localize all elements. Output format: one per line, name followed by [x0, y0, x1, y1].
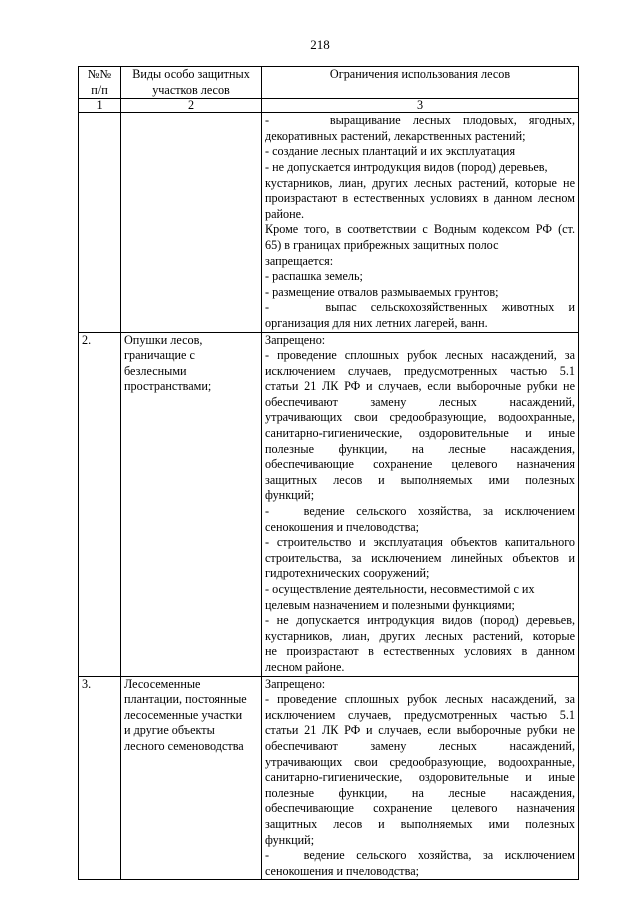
restriction-line: - размещение отвалов размываемых грунтов; [265, 284, 499, 299]
restriction-line: утрачивающих свои средообразующие, водоохранные, [265, 754, 575, 769]
table-row [79, 676, 579, 880]
area-type [121, 113, 262, 332]
restriction-line: Запрещено: [265, 332, 326, 347]
column-numbers-row [79, 99, 579, 113]
restriction-line: не произрастают в естественных условиях в данном [265, 644, 575, 659]
page-number: 218 [310, 37, 330, 52]
restriction-line: сенокошения и пчеловодства; [265, 519, 420, 534]
row-number: 2. [79, 332, 121, 676]
restriction-line: 65) в границах прибрежных защитных полос [265, 237, 499, 252]
restriction-line: декоративных растений, лекарственных растений; [265, 128, 526, 143]
restriction-line: - строительство и эксплуатация объектов капитального [265, 535, 575, 550]
restriction-line: санитарно-гигиенические, оздоровительные и иные [265, 426, 575, 441]
restriction-line: защитных лесов и выполняемых ими полезных [265, 472, 575, 487]
restriction-line: строительства, за исключением линейных объектов и [265, 550, 575, 565]
area-type-line: лесного семеноводства [124, 738, 244, 753]
restriction-line: санитарно-гигиенические, оздоровительные и иные [265, 770, 575, 785]
header-area-type: Виды особо защитных участков лесов [121, 67, 262, 99]
restriction-line: статьи 21 ЛК РФ и случаев, если выборочные рубки не [265, 379, 575, 394]
area-type [121, 676, 262, 880]
area-type-line: безлесными [124, 363, 187, 378]
restriction-line: произрастают в естественных условиях в данном лесном [265, 191, 575, 206]
restriction-line: обеспечивают замену лесных насаждений, [265, 394, 575, 409]
restriction-line: лесном районе. [265, 659, 345, 674]
restrictions-cell [262, 676, 579, 880]
area-type-line: плантации, постоянные [124, 692, 247, 707]
restriction-line: - распашка земель; [265, 269, 363, 284]
restriction-line: - выпас сельскохозяйственных животных и [265, 300, 575, 315]
restriction-line: кустарников, лиан, других лесных растений, которые не [265, 175, 575, 190]
restriction-line: - ведение сельского хозяйства, за исключением [265, 504, 575, 519]
restriction-line: утрачивающих свои средообразующие, водоохранные, [265, 410, 575, 425]
area-type-line: и другие объекты [124, 723, 215, 738]
restrictions-cell [262, 113, 579, 332]
header-number: №№ п/п [79, 67, 121, 99]
restriction-line: исключением случаев, предусмотренных частью 5.1 [265, 363, 575, 378]
restriction-line: функций; [265, 488, 315, 503]
area-type-line: лесосеменные участки [124, 707, 243, 722]
restriction-line: целевым назначением и полезными функциями; [265, 597, 515, 612]
restriction-line: функций; [265, 832, 315, 847]
table-row [79, 332, 579, 676]
restriction-line: - не допускается интродукция видов (пород) деревьев, [265, 613, 575, 628]
area-type-line: пространствами; [124, 379, 212, 394]
restriction-line: обеспечивают замену лесных насаждений, [265, 738, 575, 753]
restriction-line: запрещается: [265, 253, 334, 268]
restriction-line: - создание лесных плантаций и их эксплуатация [265, 144, 516, 159]
restriction-line: Запрещено: [265, 676, 326, 691]
column-number: 2 [121, 99, 262, 113]
restriction-line: - осуществление деятельности, несовместимой с их [265, 582, 535, 596]
restrictions-cell [262, 332, 579, 676]
restriction-line: - проведение сплошных рубок лесных насаждений, за [265, 348, 575, 363]
row-number: 3. [79, 676, 121, 880]
restrictions-table [78, 66, 579, 880]
table-row [79, 113, 579, 332]
restriction-line: полезные функции, на лесные насаждения, [265, 441, 575, 456]
restriction-line: обеспечивающие сохранение целевого назначения [265, 457, 575, 472]
restriction-line: исключением случаев, предусмотренных частью 5.1 [265, 707, 575, 722]
restriction-line: защитных лесов и выполняемых ими полезных [265, 816, 575, 831]
column-number: 1 [79, 99, 121, 113]
restriction-line: организация для них летних лагерей, ванн. [265, 315, 488, 330]
area-type-line: Лесосеменные [124, 676, 201, 691]
restriction-line: - ведение сельского хозяйства, за исключением [265, 848, 575, 863]
restriction-line: обеспечивающие сохранение целевого назначения [265, 801, 575, 816]
area-type-line: граничащие с [124, 348, 195, 363]
restriction-line: - выращивание лесных плодовых, ягодных, [265, 113, 575, 128]
restriction-line: кустарников, лиан, других лесных растений, которые [265, 628, 575, 643]
row-number [79, 113, 121, 332]
restriction-line: сенокошения и пчеловодства; [265, 863, 420, 878]
restriction-line: - проведение сплошных рубок лесных насаждений, за [265, 692, 575, 707]
table-header-row [79, 67, 579, 99]
area-type [121, 332, 262, 676]
column-number: 3 [262, 99, 579, 113]
restriction-line: гидротехнических сооружений; [265, 566, 430, 581]
restriction-line: Кроме того, в соответствии с Водным кодексом РФ (ст. [265, 222, 575, 237]
area-type-line: Опушки лесов, [124, 332, 203, 347]
restriction-line: статьи 21 ЛК РФ и случаев, если выборочные рубки не [265, 723, 575, 738]
restriction-line: районе. [265, 206, 305, 221]
restriction-line: - не допускается интродукция видов (пород) деревьев, [265, 159, 548, 174]
restriction-line: полезные функции, на лесные насаждения, [265, 785, 575, 800]
header-restrictions: Ограничения использования лесов [262, 67, 579, 99]
